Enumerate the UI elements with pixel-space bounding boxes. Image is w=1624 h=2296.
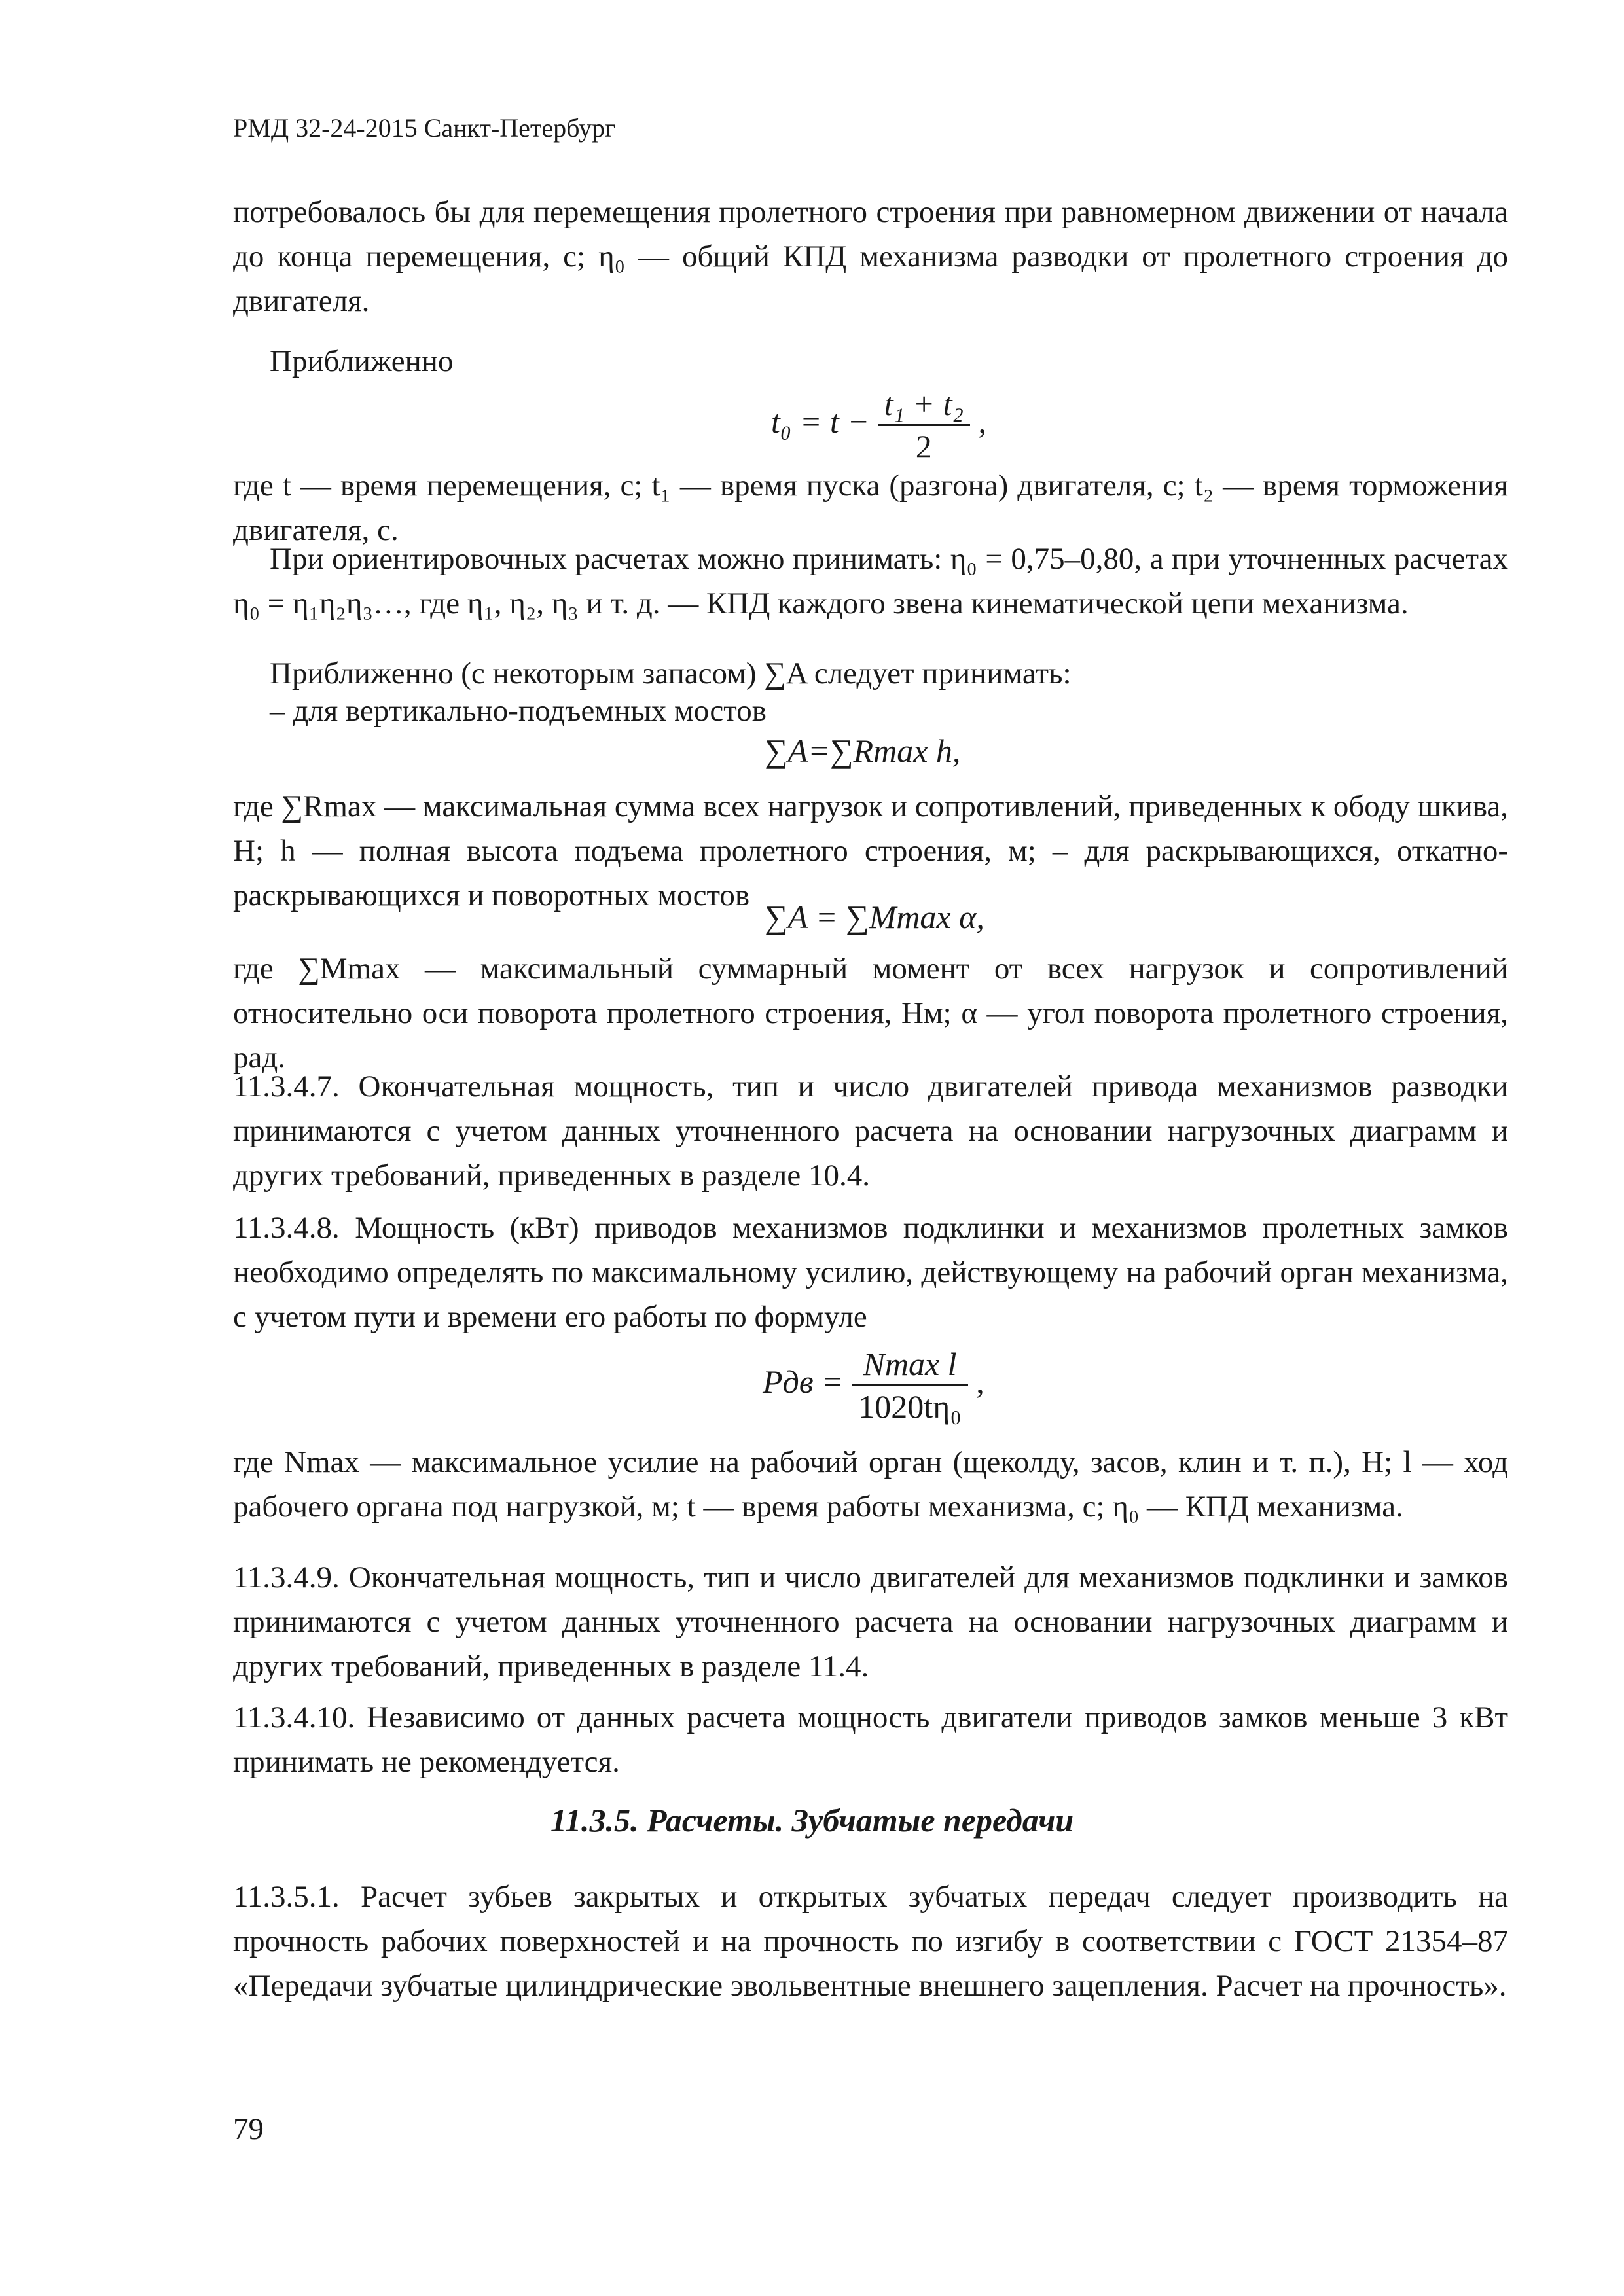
paragraph: – для вертикально-подъемных мостов xyxy=(270,694,767,728)
paragraph: 11.3.4.8. Мощность (кВт) приводов механизмов подклинки и механизмов пролетных замков необходимо определять по максимальному усилию, действующему на рабочий орган механизма, с учетом пути и времени его работы по формуле xyxy=(233,1211,1508,1334)
formula-lhs: Pдв = xyxy=(763,1363,844,1400)
paragraph: 11.3.4.9. Окончательная мощность, тип и число двигателей для механизмов подклинки и замков принимаются с учетом данных уточненного расчета на основании нагрузочных диаграмм и других требований, приведенных в разделе 11.4. xyxy=(233,1560,1508,1683)
paragraph: где ∑Mmax — максимальный суммарный момент от всех нагрузок и сопротивлений относительно оси поворота пролетного строения, Нм; α — угол поворота пролетного строения, рад. xyxy=(233,952,1508,1075)
formula-rotating-bridge: ∑A = ∑Mmax α, xyxy=(765,899,984,935)
paragraph: При ориентировочных расчетах можно принимать: η₀ = 0,75–0,80, а при уточненных расчетах η₀ = η₁η₂η₃…, где η₁, η₂, η₃ и т. д. — КПД каждого звена кинематической цепи механизма. xyxy=(233,542,1508,620)
paragraph: Приближенно (с некоторым запасом) ∑A следует принимать: xyxy=(270,656,1072,691)
paragraph: 11.3.5.1. Расчет зубьев закрытых и открытых зубчатых передач следует производить на прочность рабочих поверхностей и на прочность по изгибу в соответствии с ГОСТ 21354–87 «Передачи зубчатые цилиндрические эвольвентные внешнего зацепления. Расчет на прочность». xyxy=(233,1880,1508,2003)
paragraph: 11.3.4.10. Независимо от данных расчета мощность двигатели приводов замков меньше 3 кВт принимать не рекомендуется. xyxy=(233,1700,1508,1779)
formula-denominator: 2 xyxy=(915,428,932,465)
formula-vertical-lift: ∑A=∑Rmax h, xyxy=(765,732,961,769)
formula-numerator: Nmax l xyxy=(852,1345,967,1386)
formula-denominator: 1020tη₀ xyxy=(858,1388,962,1425)
formula-fraction xyxy=(852,1345,967,1426)
formula-tail: , xyxy=(976,1363,984,1400)
section-heading: 11.3.5. Расчеты. Зубчатые передачи xyxy=(550,1802,1074,1839)
formula-power xyxy=(763,1345,984,1426)
paragraph: потребовалось бы для перемещения пролетного строения при равномерном движении от начала до конца перемещения, с; η₀ — общий КПД механизма разводки от пролетного строения до двигателя. xyxy=(233,195,1508,318)
paragraph: Приближенно xyxy=(270,344,454,378)
running-head: РМД 32-24-2015 Санкт-Петербург xyxy=(233,113,616,143)
formula-lhs: t₀ = t − xyxy=(771,403,870,440)
formula-fraction xyxy=(878,385,970,465)
formula-tail: , xyxy=(978,403,986,440)
formula-numerator: t₁ + t₂ xyxy=(878,385,970,426)
formula-start-time xyxy=(771,385,986,465)
paragraph: где t — время перемещения, с; t₁ — время пуска (разгона) двигателя, с; t₂ — время торможения двигателя, с. xyxy=(233,469,1508,547)
paragraph: где Nmax — максимальное усилие на рабочий орган (щеколду, засов, клин и т. п.), Н; l — ход рабочего органа под нагрузкой, м; t — время работы механизма, с; η₀ — КПД механизма. xyxy=(233,1445,1508,1524)
page-number: 79 xyxy=(233,2112,264,2146)
paragraph: 11.3.4.7. Окончательная мощность, тип и число двигателей привода механизмов разводки принимаются с учетом данных уточненного расчета на основании нагрузочных диаграмм и других требований, приведенных в разделе 10.4. xyxy=(233,1069,1508,1193)
paragraph: где ∑Rmax — максимальная сумма всех нагрузок и сопротивлений, приведенных к ободу шкива, Н; h — полная высота подъема пролетного строения, м; – для раскрывающихся, откатно-раскрывающихся и поворотных мостов xyxy=(233,789,1508,912)
